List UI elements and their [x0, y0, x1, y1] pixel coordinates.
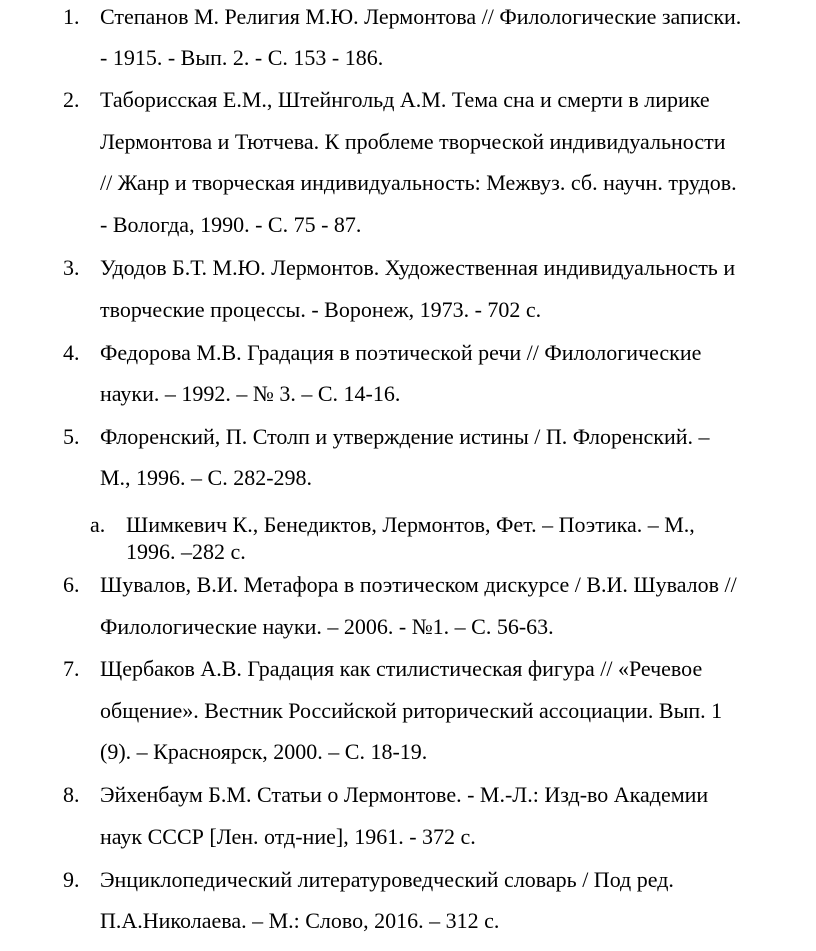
item-text-line: (9). – Красноярск, 2000. – С. 18-19.	[100, 739, 428, 764]
item-letter: a.	[90, 512, 106, 537]
item-number: 7.	[63, 656, 80, 681]
item-number: 2.	[63, 87, 80, 112]
item-text-line: наук СССР [Лен. отд-ние], 1961. - 372 с.	[100, 824, 476, 849]
item-number: 6.	[63, 572, 80, 597]
item-number: 8.	[63, 782, 80, 807]
item-text-line: Энциклопедический литературоведческий словарь / Под ред.	[100, 867, 674, 892]
item-number: 9.	[63, 867, 80, 892]
item-text-line: общение». Вестник Российской риторический ассоциации. Вып. 1	[100, 698, 723, 723]
item-number: 4.	[63, 340, 80, 365]
item-text-line: науки. – 1992. – № 3. – С. 14-16.	[100, 381, 401, 406]
item-text-line: Эйхенбаум Б.М. Статьи о Лермонтове. - М.-Л.: Изд-во Академии	[100, 782, 709, 807]
item-text-line: М., 1996. – С. 282-298.	[100, 465, 313, 490]
item-number: 1.	[63, 4, 80, 29]
item-text-line: Флоренский, П. Столп и утверждение истины / П. Флоренский. –	[100, 424, 710, 449]
item-text-line: Удодов Б.Т. М.Ю. Лермонтов. Художественная индивидуальность и	[100, 255, 736, 280]
item-text-line: творческие процессы. - Воронеж, 1973. - 702 с.	[100, 297, 542, 322]
item-text-line: Шимкевич К., Бенедиктов, Лермонтов, Фет. – Поэтика. – М.,	[126, 512, 695, 537]
item-text-line: Шувалов, В.И. Метафора в поэтическом дискурсе / В.И. Шувалов //	[100, 572, 737, 597]
item-number: 5.	[63, 424, 80, 449]
item-text-line: - 1915. - Вып. 2. - С. 153 - 186.	[100, 45, 384, 70]
item-text-line: Филологические науки. – 2006. - №1. – С. 56-63.	[100, 614, 554, 639]
item-text-line: 1996. –282 с.	[126, 539, 246, 564]
item-number: 3.	[63, 255, 80, 280]
item-text-line: Лермонтова и Тютчева. К проблеме творческой индивидуальности	[100, 129, 726, 154]
item-text-line: П.А.Николаева. – М.: Слово, 2016. – 312 с.	[100, 908, 500, 933]
item-text-line: Степанов М. Религия М.Ю. Лермонтова // Филологические записки.	[100, 4, 742, 29]
item-text-line: Федорова М.В. Градация в поэтической речи // Филологические	[100, 340, 702, 365]
item-text-line: Таборисская Е.М., Штейнгольд А.М. Тема сна и смерти в лирике	[100, 87, 710, 112]
item-text-line: // Жанр и творческая индивидуальность: Межвуз. сб. научн. трудов.	[100, 170, 737, 195]
item-text-line: - Вологда, 1990. - С. 75 - 87.	[100, 212, 362, 237]
item-text-line: Щербаков А.В. Градация как стилистическая фигура // «Речевое	[100, 656, 703, 681]
